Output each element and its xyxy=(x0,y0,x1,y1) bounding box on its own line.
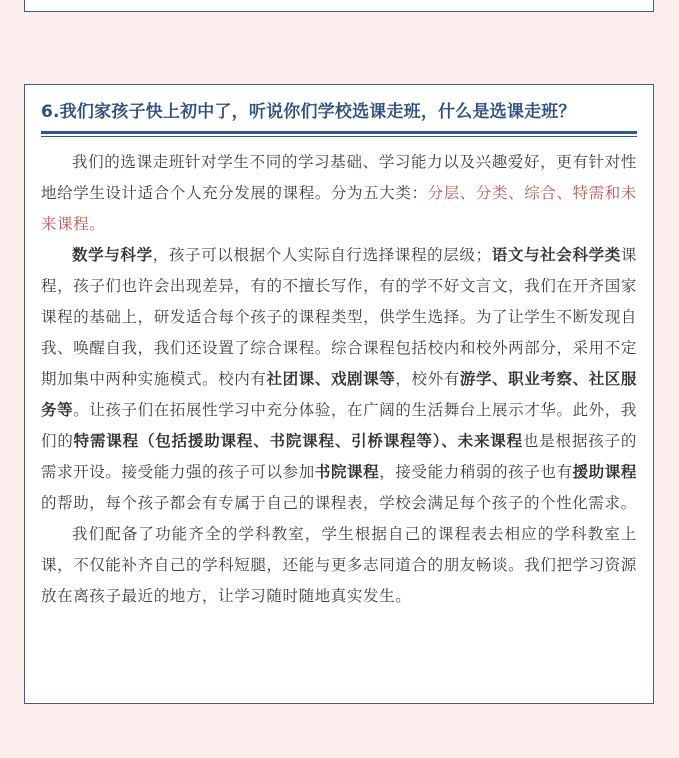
p2-bold-club-drama: 社团课、戏剧课等 xyxy=(266,370,396,388)
title-underline xyxy=(41,131,637,134)
faq-card xyxy=(24,84,654,704)
paragraph-2 xyxy=(41,240,637,519)
p2-bold-language-social: 语文与社会科学类 xyxy=(491,246,621,264)
paragraph-3 xyxy=(41,519,637,612)
question-title: 6.我们家孩子快上初中了，听说你们学校选课走班，什么是选课走班？ xyxy=(41,102,576,122)
p2-text-4: 。让孩子们在拓展性学习中充分体验，在广阔的生活舞台上展示才华。此外，我们的 xyxy=(41,401,637,450)
p3-text: 我们配备了功能齐全的学科教室，学生根据自己的课程表去相应的学科教室上课，不仅能补齐自己的学科短腿，还能与更多志同道合的朋友畅谈。我们把学习资源放在离孩子最近的地方，让学习随时随地真实发生。 xyxy=(41,525,637,605)
p2-text-7: 的帮助，每个孩子都会有专属于自己的课程表，学校会满足每个孩子的个性化需求。 xyxy=(41,494,637,512)
p2-bold-assist: 援助课程 xyxy=(572,463,638,481)
p2-text-5: 也是根据孩子的需求开设。接受能力强的孩子可以参加 xyxy=(41,432,638,481)
p2-bold-special-future: 特需课程（包括援助课程、书院课程、引桥课程等）、未来课程 xyxy=(73,432,523,450)
p1-text: 我们的选课走班针对学生不同的学习基础、学习能力以及兴趣爱好，更有针对性地给学生设计适合个人充分发展的课程。分为五大类： xyxy=(41,153,637,202)
previous-card-bottom xyxy=(24,0,654,12)
p2-text-6: ，接受能力稍弱的孩子也有 xyxy=(379,463,573,481)
p2-bold-study-tour: 游学、职业考察、社区服务等 xyxy=(41,370,638,419)
p2-text-2: 课程，孩子们也许会出现差异，有的不擅长写作，有的学不好文言文，我们在开齐国家课程的基础上，研发适合每个孩子的课程类型，供学生选择。为了让学生不断发现自我、唤醒自我，我们还设置了综合课程。综合课程包括校内和校外两部分，采用不定期加集中两种实施模式。校内有 xyxy=(41,246,637,388)
paragraph-1 xyxy=(41,147,637,240)
p2-bold-math-science: 数学与科学 xyxy=(72,246,153,264)
answer-body xyxy=(41,147,637,612)
title-underline-thin xyxy=(41,136,637,137)
p2-bold-academy: 书院课程 xyxy=(314,463,380,481)
p1-highlight: 分层、分类、综合、特需和未来课程。 xyxy=(41,184,637,233)
p2-text-3: ，校外有 xyxy=(395,370,460,388)
p2-text-1: ，孩子可以根据个人实际自行选择课程的层级； xyxy=(152,246,492,264)
